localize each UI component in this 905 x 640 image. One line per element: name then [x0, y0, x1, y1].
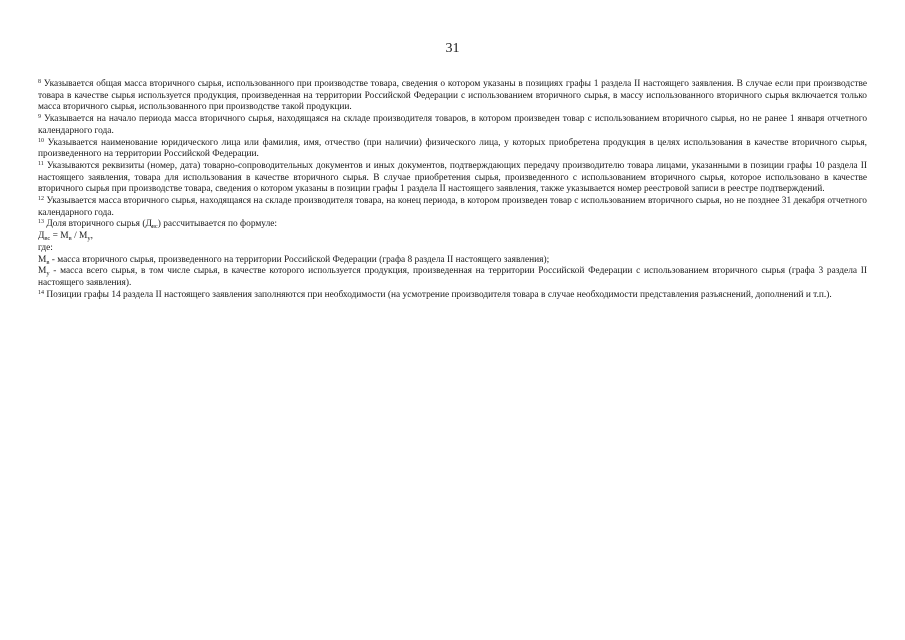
footnote-mark: 12 — [38, 196, 44, 203]
footnote-text: ) рассчитывается по формуле: — [157, 219, 278, 230]
subscript: в — [68, 235, 72, 243]
footnote-text: Указывается на начало периода масса вторичного сырья, находящаяся на складе производителя товаров, в котором произведен товар с использованием вторичного сырья, но не ранее 1 января отчетного календарного года. — [38, 114, 868, 136]
footnote-14 — [38, 290, 867, 302]
footnote-mark: 13 — [38, 219, 44, 226]
subscript: у — [46, 270, 50, 278]
footnote-text: Позиции графы 14 раздела II настоящего заявления заполняются при необходимости (на усмотрение производителя товара в случае необходимости представления разъяснений, дополнений и т.п.). — [46, 289, 832, 300]
footnote-8 — [38, 79, 867, 114]
footnotes — [38, 79, 867, 301]
footnote-text: Доля вторичного сырья (Д — [46, 219, 152, 230]
formula-symbol: , — [90, 231, 93, 242]
formula-definition-mu — [38, 266, 867, 289]
formula-symbol: Д — [38, 231, 45, 242]
definition-text: - масса всего сырья, в том числе сырья, в качестве которого используется продукция, произведенная на территории Российской Федерации с использованием вторичного сырья (графа 3 раздела II настоящего заявления). — [38, 266, 867, 288]
footnote-13 — [38, 219, 867, 231]
footnote-text: Указывается общая масса вторичного сырья, использованного при производстве товара, сведения о котором указаны в позициях графы 1 раздела II настоящего заявления. В случае если при производстве товара в качестве сырья используется продукция, произведенная на территории Российской Федерации с использованием вторичного сырья, в массу использованного вторичного сырья включается только масса вторичного сырья, использованного при производстве такой продукции. — [38, 79, 867, 113]
footnote-11 — [38, 161, 867, 196]
footnote-mark: 11 — [38, 160, 44, 167]
footnote-9 — [38, 114, 867, 137]
formula-symbol: = М — [50, 231, 69, 242]
page-number: 31 — [445, 41, 460, 56]
footnote-text: Указывается масса вторичного сырья, находящаяся на складе производителя товара, на конец периода, в котором произведен товар с использованием вторичного сырья, но не позднее 31 декабря отчетного календарного года. — [38, 196, 867, 218]
footnote-mark: 10 — [38, 137, 44, 144]
formula-symbol: / М — [71, 231, 88, 242]
formula-where: где: — [38, 242, 53, 253]
definition-text: - масса вторичного сырья, произведенного на территории Российской Федерации (графа 8 раздела II настоящего заявления); — [49, 254, 550, 265]
formula-symbol: М — [38, 254, 47, 265]
subscript: в — [46, 258, 50, 266]
footnote-text: Указывается наименование юридического лица или фамилия, имя, отчество (при наличии) физического лица, у которых приобретена продукция в целях использования в качестве вторичного сырья, произведенного на территории Российской Федерации. — [38, 137, 867, 160]
footnote-10 — [38, 138, 867, 161]
subscript: вс — [44, 235, 51, 243]
footnote-text: Указываются реквизиты (номер, дата) товарно-сопроводительных документов и иных документов, подтверждающих передачу производителю товара лицами, указанными в позиции графы 10 раздела II настоящего заявления, товара для использования в качестве вторичного сырья. В случае приобретения сырья, произведенного с использованием вторичного сырья, которое использовано в качестве вторичного сырья при производстве товара, сведения о котором указаны в позиции графы 1 раздела II настоящего заявления, также указывается номер реестровой записи в реестре подтверждений. — [38, 160, 867, 195]
footnote-mark: 14 — [38, 289, 44, 296]
footnote-12 — [38, 196, 867, 219]
subscript: у — [87, 235, 91, 243]
formula-symbol: М — [38, 266, 47, 277]
subscript: вс — [151, 223, 158, 231]
formula-definition-mv — [38, 255, 867, 267]
footnote-mark: 8 — [38, 79, 41, 85]
footnote-mark: 9 — [38, 114, 41, 121]
formula — [38, 231, 867, 243]
